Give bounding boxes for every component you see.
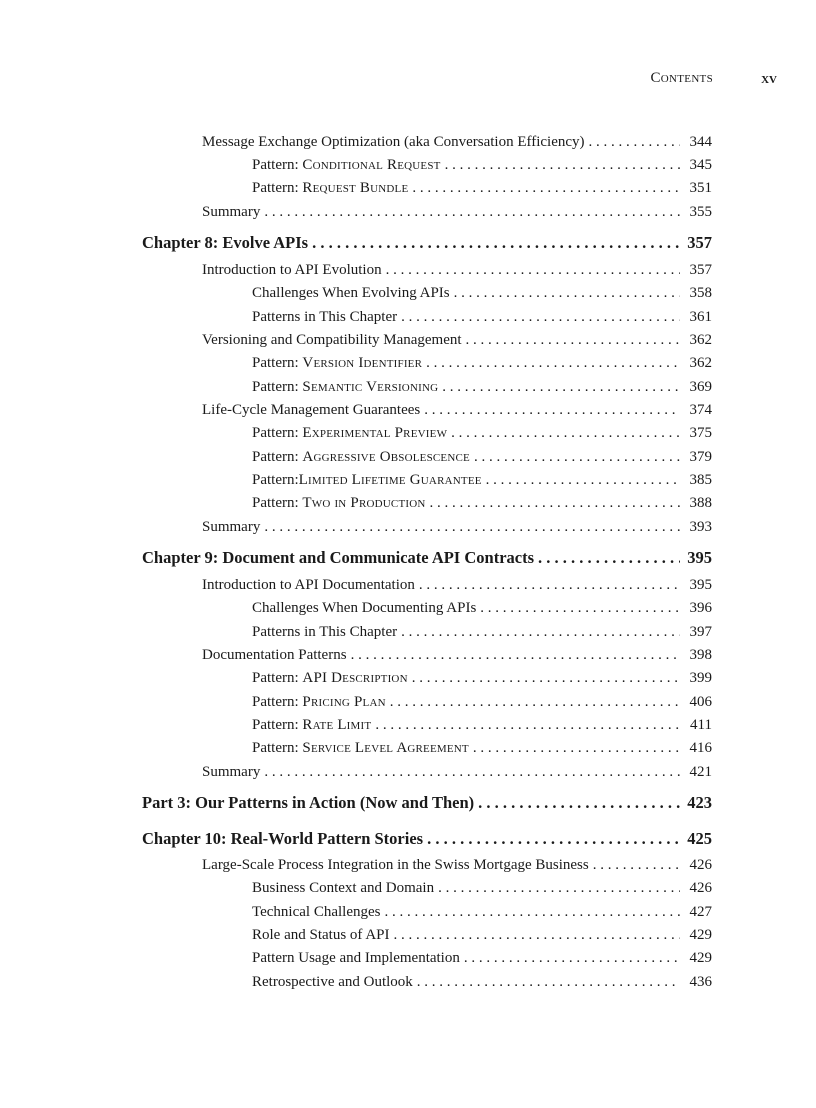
toc-entry-text: Challenges When Documenting APIs [252,600,477,616]
toc-entry-title [252,309,397,326]
toc-entry-page: 361 [689,309,712,325]
toc-entry-text: Technical Challenges [252,904,381,920]
toc-entry-text: Pattern: [252,670,303,686]
toc-entry-page: 355 [689,204,712,220]
toc-entry-page: 362 [689,355,712,371]
toc-entry-title [202,204,260,221]
dot-leader [424,402,680,419]
toc-entry[interactable] [252,285,712,302]
toc-entry-title [202,857,589,874]
toc-entry[interactable] [202,134,712,151]
toc-entry-page: 345 [689,157,712,173]
toc-entry-title [142,548,534,568]
toc-entry-text: Pattern: [252,355,303,371]
toc-entry-text: Introduction to API Evolution [202,262,382,278]
toc-entry-text: Patterns in This Chapter [252,624,398,640]
toc-entry-title [202,764,260,781]
toc-heading-entry[interactable] [142,793,712,813]
toc-entry-text: Chapter 8: Evolve APIs [142,233,309,252]
dot-leader [312,233,680,253]
toc-entry-title [202,647,347,664]
dot-leader [473,740,680,757]
toc-entry-text: Pattern: [252,717,303,733]
toc-entry-text: Challenges When Evolving APIs [252,285,450,301]
dot-leader [442,379,680,396]
toc-entry-page: 358 [689,285,712,301]
dot-leader [445,157,680,174]
toc-entry[interactable] [252,974,712,991]
toc-entry[interactable] [252,927,712,944]
toc-entry-title [202,134,585,151]
toc-entry-text: Pattern Usage and Implementation [252,950,460,966]
toc-entry-title [202,332,462,349]
toc-entry-page: 374 [689,402,712,418]
toc-entry-page: 421 [689,764,712,780]
toc-entry[interactable] [252,495,712,512]
toc-entry-text: Summary [202,204,261,220]
pattern-name: Experimental Preview [302,425,448,441]
toc-entry-title [252,449,470,466]
toc-entry[interactable] [252,449,712,466]
dot-leader [264,204,680,221]
dot-leader [478,793,680,813]
toc-entry-title [252,880,434,897]
pattern-name: Pricing Plan [302,694,386,710]
toc-entry-page: 395 [687,548,712,567]
toc-entry-page: 423 [687,793,712,812]
toc-entry-page: 357 [689,262,712,278]
toc-entry-text: Pattern: [252,495,303,511]
toc-entry-title [252,670,408,687]
toc-entry-page: 429 [689,927,712,943]
toc-entry-page: 395 [689,577,712,593]
toc-entry-title [252,379,438,396]
toc-entry-page: 398 [689,647,712,663]
dot-leader [538,548,680,568]
toc-entry[interactable] [252,950,712,967]
toc-entry-text: Pattern: [252,740,303,756]
toc-entry-page: 429 [689,950,712,966]
toc-entry-title [252,950,460,967]
toc-entry[interactable] [202,577,712,594]
toc-heading-entry[interactable] [142,829,712,849]
toc-entry[interactable] [252,355,712,372]
page-number: xv [761,70,777,87]
dot-leader [454,285,680,302]
toc-entry-page: 399 [689,670,712,686]
toc-entry-text: Introduction to API Documentation [202,577,415,593]
toc-entry-page: 411 [690,717,712,733]
toc-entry-text: Pattern: [252,425,303,441]
toc-entry-text: Business Context and Domain [252,880,435,896]
toc-entry-text: Documentation Patterns [202,647,347,663]
dot-leader [464,950,680,967]
toc-entry[interactable] [202,764,712,781]
toc-entry-page: 375 [689,425,712,441]
toc-entry-title [252,717,371,734]
toc-entry-title [252,694,386,711]
toc-entry-page: 396 [689,600,712,616]
dot-leader [430,495,680,512]
toc-entry-page: 416 [689,740,712,756]
toc-entry-text: Summary [202,519,261,535]
toc-entry-title [202,262,382,279]
toc-entry-page: 427 [689,904,712,920]
toc-entry[interactable] [202,204,712,221]
toc-entry-text: Chapter 10: Real-World Pattern Stories [142,829,424,848]
toc-entry[interactable] [202,647,712,664]
dot-leader [438,880,680,897]
toc-heading-entry[interactable] [142,548,712,568]
toc-entry-text: Pattern: [252,157,303,173]
dot-leader [401,309,680,326]
dot-leader [474,449,680,466]
dot-leader [351,647,680,664]
toc-entry-page: 351 [689,180,712,196]
toc-entry-page: 369 [689,379,712,395]
toc-entry-page: 426 [689,880,712,896]
toc-entry-title [142,793,474,813]
toc-entry-page: 362 [689,332,712,348]
toc-entry[interactable] [252,624,712,641]
toc-entry-title [252,425,447,442]
toc-entry-text: Pattern: [252,449,303,465]
toc-entry-title [252,355,422,372]
toc-entry-text: Pattern: [252,180,303,196]
toc-entry-title [252,495,426,512]
toc-entry[interactable] [252,379,712,396]
dot-leader [466,332,680,349]
toc-entry-page: 385 [689,472,712,488]
toc-entry-text: Pattern: [252,694,303,710]
toc-entry-title [252,927,390,944]
dot-leader [384,904,680,921]
dot-leader [417,974,680,991]
toc-entry[interactable] [252,670,712,687]
toc-entry-text: Role and Status of API [252,927,390,943]
toc-entry[interactable] [202,519,712,536]
dot-leader [264,519,680,536]
pattern-name: Semantic Versioning [302,379,439,395]
toc-entry[interactable] [252,904,712,921]
pattern-name: Rate Limit [302,717,372,733]
toc-entry-title [252,974,413,991]
toc-entry-title [252,180,408,197]
toc-entry[interactable] [252,157,712,174]
toc-entry-title [252,472,482,489]
pattern-name: Two in Production [302,495,426,511]
toc-entry[interactable] [252,694,712,711]
dot-leader [486,472,680,489]
dot-leader [264,764,680,781]
toc-entry[interactable] [252,180,712,197]
toc-entry[interactable] [252,425,712,442]
dot-leader [427,829,680,849]
toc-entry-text: Part 3: Our Patterns in Action (Now and Then) [142,793,475,812]
pattern-name: Version Identifier [302,355,423,371]
toc-entry-title [252,624,397,641]
toc-entry-page: 436 [689,974,712,990]
toc-entry[interactable] [202,332,712,349]
toc-entry-page: 397 [689,624,712,640]
pattern-name: Request Bundle [302,180,409,196]
toc-entry-text: Life-Cycle Management Guarantees [202,402,421,418]
toc-entry[interactable] [252,309,712,326]
toc-entry-page: 357 [687,233,712,252]
pattern-name: Aggressive Obsolescence [302,449,470,465]
toc-entry[interactable] [252,880,712,897]
dot-leader [401,624,680,641]
dot-leader [593,857,680,874]
toc-entry[interactable] [202,857,712,874]
toc-entry-text: Large-Scale Process Integration in the Swiss Mortgage Business [202,857,589,873]
toc-entry-page: 344 [689,134,712,150]
toc-heading-entry[interactable] [142,233,712,253]
pattern-name: Limited Lifetime Guarantee [298,472,482,488]
toc-entry-title [252,740,469,757]
toc-entry-title [252,285,450,302]
toc-entry[interactable] [202,262,712,279]
toc-entry-page: 406 [689,694,712,710]
toc-entry-title [142,829,423,849]
dot-leader [426,355,680,372]
toc-entry-page: 425 [687,829,712,848]
toc-entry-text: Summary [202,764,261,780]
toc-entry-page: 393 [689,519,712,535]
toc-entry-text: Versioning and Compatibility Management [202,332,462,348]
running-head-title: Contents [650,70,713,86]
toc-entry-text: Message Exchange Optimization (aka Conversation Efficiency) [202,134,585,150]
toc-entry[interactable] [252,472,712,489]
toc-entry[interactable] [252,717,712,734]
dot-leader [589,134,680,151]
toc-entry-text: Pattern: [252,379,303,395]
toc-entry-text: Retrospective and Outlook [252,974,413,990]
toc-entry-page: 379 [689,449,712,465]
toc-entry-title [202,577,415,594]
toc-entry-title [252,904,380,921]
dot-leader [386,262,680,279]
pattern-name: Conditional Request [302,157,441,173]
dot-leader [390,694,680,711]
toc-entry-text: Chapter 9: Document and Communicate API Contracts [142,548,535,567]
dot-leader [480,600,680,617]
toc-entry[interactable] [202,402,712,419]
pattern-name: API Description [302,670,408,686]
toc-entry[interactable] [252,600,712,617]
toc-entry-text: Pattern: [252,472,299,488]
toc-entry-page: 388 [689,495,712,511]
toc-entry-text: Patterns in This Chapter [252,309,398,325]
toc-entry-title [202,402,420,419]
dot-leader [394,927,681,944]
toc-entry-page: 426 [689,857,712,873]
toc-entry[interactable] [252,740,712,757]
pattern-name: Service Level Agreement [302,740,469,756]
toc-entry-title [142,233,308,253]
dot-leader [375,717,680,734]
dot-leader [419,577,680,594]
toc-entry-title [202,519,260,536]
dot-leader [451,425,680,442]
dot-leader [412,670,680,687]
toc-entry-title [252,157,441,174]
toc-entry-title [252,600,476,617]
dot-leader [412,180,680,197]
